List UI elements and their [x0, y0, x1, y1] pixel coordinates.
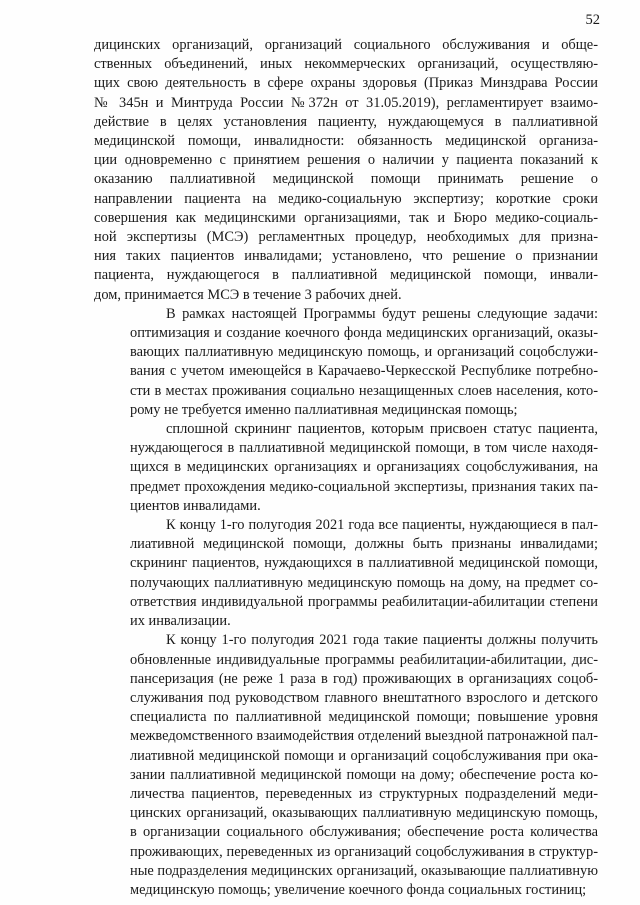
text-line: специалиста по паллиативной медицинской помощи; повышение уровня — [130, 709, 598, 726]
text-line: направлении пациента на медико-социальную экспертизу; короткие сроки — [94, 190, 598, 207]
text-line: проживающих, переведенных из организаций соцобслуживания в структур- — [130, 843, 598, 860]
text-line: цинских организаций, оказывающих паллиативную медицинскую помощь, — [130, 805, 598, 822]
text-line: межведомственного взаимодействия отделений выездной патронажной пал- — [130, 728, 598, 745]
text-line: № 345н и Минтруда России №372н от 31.05.2019), регламентирует взаимо- — [94, 94, 598, 111]
text-line: действие в целях установления пациенту, нуждающемуся в паллиативной — [94, 113, 598, 130]
text-line: оказанию паллиативной медицинской помощи принимать решение о — [94, 171, 598, 188]
text-line: ния таких пациентов инвалидами; установлено, что решение о признании — [94, 248, 598, 265]
text-line: ные подразделения медицинских организаций, оказывающие паллиативную — [130, 862, 598, 879]
body-text — [94, 36, 598, 900]
text-line: оптимизация и создание коечного фонда медицинских организаций, оказы- — [130, 325, 598, 342]
text-line: зании паллиативной медицинской помощи на дому; обеспечение роста ко- — [130, 766, 598, 783]
text-line: дом, принимается МСЭ в течение 3 рабочих дней. — [94, 286, 402, 303]
text-line: сплошной скрининг пациентов, которым присвоен статус пациента, — [166, 421, 598, 438]
text-line: служивания под руководством главного внештатного взрослого и детского — [130, 689, 598, 706]
text-line: пансеризация (не реже 1 раза в год) проживающих в организациях соцоб- — [130, 670, 598, 687]
text-line: предмет прохождения медико-социальной экспертизы, признания таких па- — [130, 478, 598, 495]
paragraph — [94, 305, 598, 420]
text-line: пациента, нуждающегося в паллиативной медицинской помощи, инвали- — [94, 267, 598, 284]
text-line: личества пациентов, переведенных из структурных подразделений меди- — [130, 785, 598, 802]
text-line: ответствия индивидуальной программы реабилитации-абилитации степени — [130, 593, 598, 610]
text-line: нуждающегося в паллиативной медицинской помощи, в том числе находя- — [130, 440, 598, 457]
text-line: медицинской помощи, инвалидности: обязанность медицинской организа- — [94, 133, 598, 150]
text-line: скрининг пациентов, нуждающихся в паллиативной медицинской помощи, — [130, 555, 598, 572]
text-line: медицинскую помощь; увеличение коечного фонда социальных гостиниц; — [130, 881, 587, 898]
text-line: ной экспертизы (МСЭ) регламентных процедур, необходимых для призна- — [94, 229, 598, 246]
text-line: лиативной медицинской помощи, должны быть признаны инвалидами; — [130, 536, 598, 553]
text-line: щих свою деятельность в сфере охраны здоровья (Приказ Минздрава России — [94, 75, 598, 92]
text-line: вающих паллиативную медицинскую помощь, и организаций соцобслужи- — [130, 344, 598, 361]
text-line: ственных объединений, иных некоммерческих организаций, осуществляю- — [94, 56, 598, 73]
text-line: В рамках настоящей Программы будут решены следующие задачи: — [166, 305, 598, 322]
text-line: обновленные индивидуальные программы реабилитации-абилитации, дис- — [130, 651, 598, 668]
text-line: вания с учетом имеющейся в Карачаево-Черкесской Республике потребно- — [130, 363, 598, 380]
text-line: щихся в медицинских организациях и организациях соцобслуживания, на — [130, 459, 598, 476]
paragraph — [94, 516, 598, 631]
text-line: рому не требуется именно паллиативная медицинская помощь; — [130, 401, 518, 418]
text-line: К концу 1-го полугодия 2021 года такие пациенты должны получить — [166, 632, 598, 649]
paragraph — [94, 631, 598, 900]
paragraph — [94, 36, 598, 305]
text-line: лиативной медицинской помощи и организаций соцобслуживания при ока- — [130, 747, 598, 764]
text-line: их инвализации. — [130, 613, 231, 630]
page-number: 52 — [585, 12, 600, 28]
text-line: дицинских организаций, организаций социального обслуживания и обще- — [94, 37, 598, 53]
text-line: совершения как медицинскими организациями, так и Бюро медико-социаль- — [94, 209, 598, 226]
paragraph — [94, 420, 598, 516]
text-line: получающих паллиативную медицинскую помощь на дому, на предмет со- — [130, 574, 598, 591]
text-line: ции одновременно с принятием решения о наличии у пациента показаний к — [94, 152, 598, 169]
text-line: сти в местах проживания социально незащищенных слоев населения, кото- — [130, 382, 598, 399]
text-line: циентов инвалидами. — [130, 497, 261, 514]
text-line: в организации социального обслуживания; обеспечение роста количества — [130, 824, 598, 841]
text-line: К концу 1-го полугодия 2021 года все пациенты, нуждающиеся в пал- — [166, 517, 598, 534]
